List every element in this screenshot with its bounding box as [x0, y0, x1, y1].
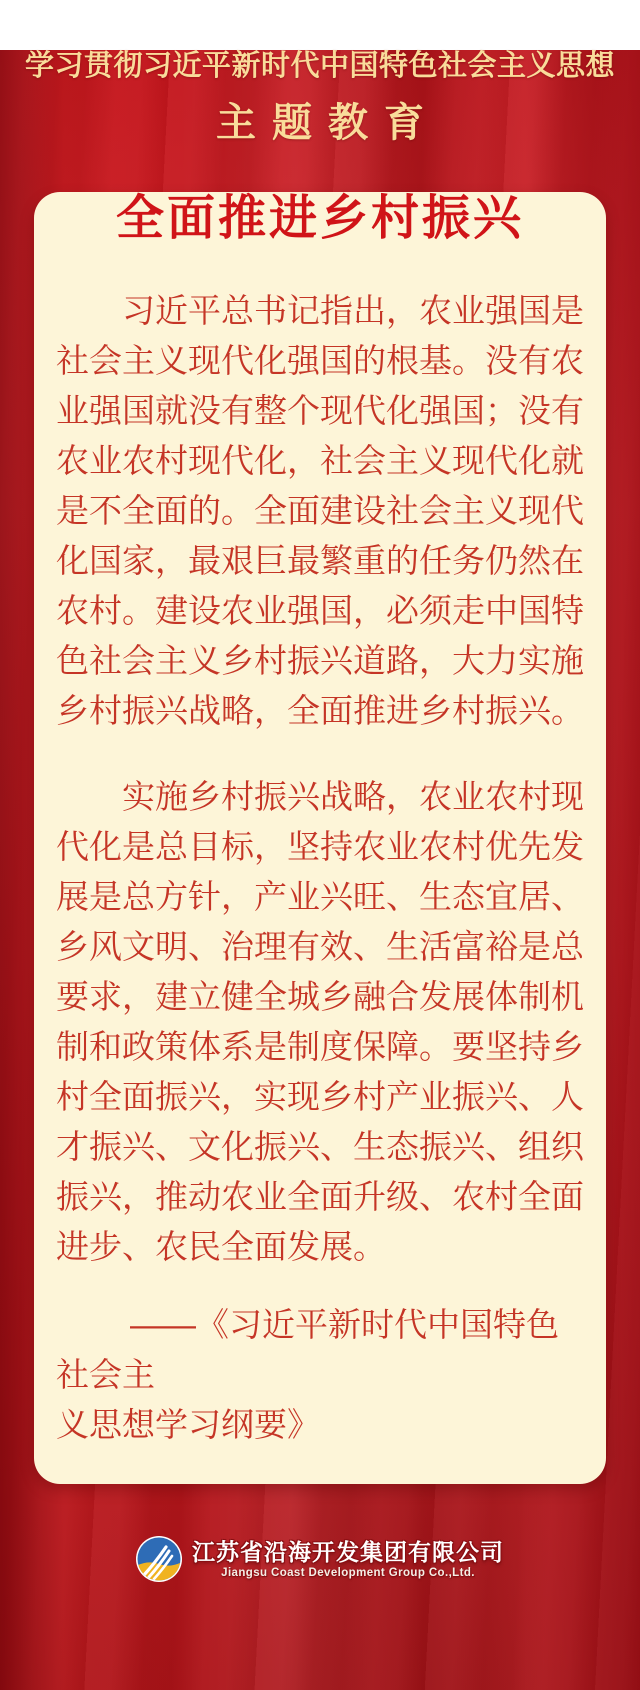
header-slogan: 学习贯彻习近平新时代中国特色社会主义思想 [24, 50, 615, 82]
poster-background [0, 50, 640, 1690]
attribution-line-1: ——《习近平新时代中国特色社会主 [56, 1306, 559, 1393]
attribution-line-2: 义思想学习纲要》 [56, 1406, 320, 1443]
card-title: 全面推进乡村振兴 [115, 192, 524, 245]
poster-header [0, 50, 640, 144]
company-name-en: Jiangsu Coast Development Group Co.,Ltd. [221, 1566, 475, 1579]
company-name-cn: 江苏省沿海开发集团有限公司 [192, 1538, 504, 1565]
company-logo-icon [136, 1536, 182, 1582]
quote-paragraph-2: 实施乡村振兴战略，农业农村现代化是总目标，坚持农业农村优先发展是总方针，产业兴旺、生态宜居、乡风文明、治理有效、生活富裕是总要求，建立健全城乡融合发展体制机制和政策体系是制度保障。要坚持乡村全面振兴，实现乡村产业振兴、人才振兴、文化振兴、生态振兴、组织振兴，推动农业全面升级、农村全面进步、农民全面发展。 [56, 778, 584, 1265]
content-card [34, 192, 606, 1484]
poster-footer [0, 1536, 640, 1582]
quote-attribution [56, 1300, 584, 1450]
company-name-block [192, 1539, 504, 1580]
header-theme-title: 主题教育 [216, 101, 440, 145]
quote-paragraph-1: 习近平总书记指出，农业强国是社会主义现代化强国的根基。没有农业强国就没有整个现代化强国；没有农业农村现代化，社会主义现代化就是不全面的。全面建设社会主义现代化国家，最艰巨最繁重的任务仍然在农村。建设农业强国，必须走中国特色社会主义乡村振兴道路，大力实施乡村振兴战略，全面推进乡村振兴。 [56, 292, 584, 729]
